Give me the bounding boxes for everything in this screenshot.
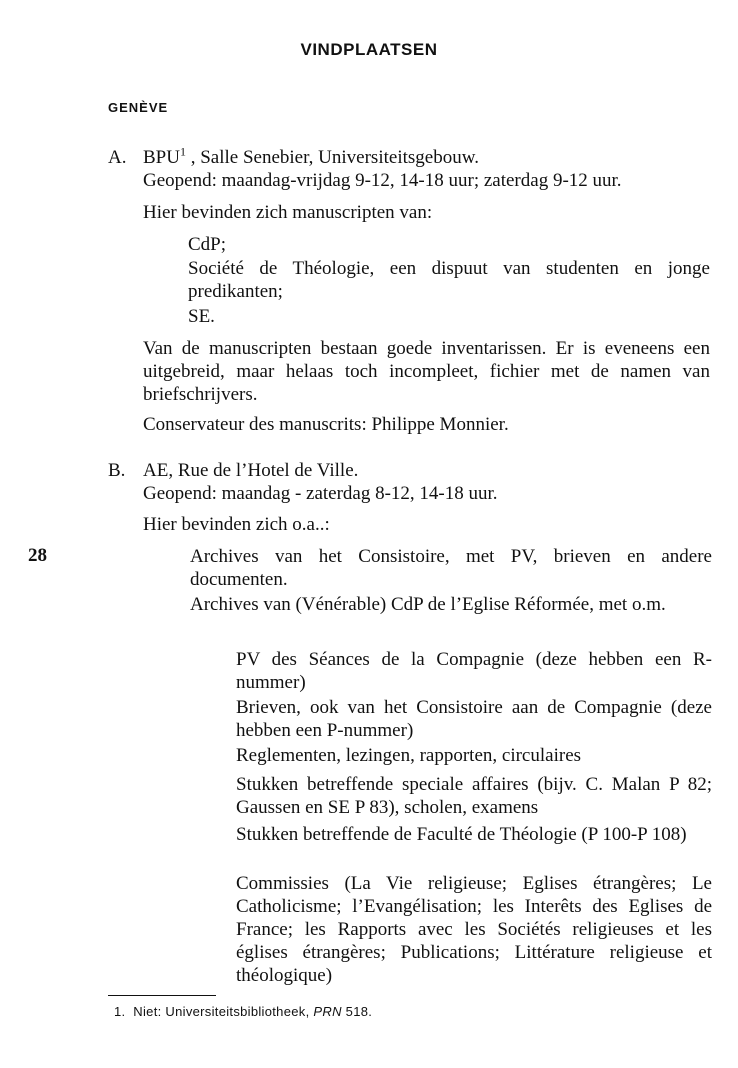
section-b-subitem-3: Reglementen, lezingen, rapporten, circulaires (236, 745, 582, 766)
section-a-note: Van de manuscripten bestaan goede inventarissen. Er is eveneens een uitgebreid, maar helaas toch incompleet, fichier met de namen van briefschrijvers. (143, 338, 710, 405)
section-a-item-3: SE. (188, 306, 215, 327)
section-a-letter: A. (108, 147, 127, 168)
section-b-subitem-2: Brieven, ook van het Consistoire aan de Compagnie (deze hebben een P-nummer) (236, 697, 712, 741)
footnote-source: PRN (313, 1004, 342, 1019)
section-b-subitem-6: Commissies (La Vie religieuse; Eglises étrangères; Le Catholicisme; l’Evangélisation; les Interêts des Eglises de France; les Rapports avec les Sociétés religieuses et les églises étrangères; Publications; Littérature religieuse et théologique) (236, 873, 712, 986)
footnote-marker: 1 (179, 144, 186, 159)
footnote (114, 1004, 372, 1019)
footnote-prefix: Niet: Universiteitsbibliotheek, (133, 1004, 314, 1019)
section-b-hours: Geopend: maandag - zaterdag 8-12, 14-18 uur. (143, 483, 498, 504)
section-b-subitem-5: Stukken betreffende de Faculté de Théologie (P 100-P 108) (236, 824, 687, 845)
footnote-divider (108, 995, 216, 996)
section-b-heading: AE, Rue de l’Hotel de Ville. (143, 460, 359, 481)
page-title: VINDPLAATSEN (300, 40, 438, 59)
section-b-letter: B. (108, 460, 126, 481)
section-a-heading (143, 146, 479, 169)
section-a-location: , Salle Senebier, Universiteitsgebouw. (185, 147, 479, 168)
footnote-number: 1. (114, 1004, 126, 1019)
section-a-name: BPU (143, 147, 180, 168)
section-a-item-1: CdP; (188, 234, 227, 255)
city-heading: GENÈVE (108, 100, 169, 115)
section-b-intro: Hier bevinden zich o.a..: (143, 514, 330, 535)
section-b-subitem-4: Stukken betreffende speciale affaires (bijv. C. Malan P 82; Gaussen en SE P 83), scholen, examens (236, 774, 712, 818)
section-b-subitem-1: PV des Séances de la Compagnie (deze hebben een R-nummer) (236, 649, 712, 693)
footnote-suffix: 518. (341, 1004, 373, 1019)
section-a-intro: Hier bevinden zich manuscripten van: (143, 202, 433, 223)
section-a-item-2: Société de Théologie, een dispuut van studenten en jonge predikanten; (188, 258, 710, 302)
section-b-item-1: Archives van het Consistoire, met PV, brieven en andere documenten. (190, 546, 712, 590)
section-a-curator: Conservateur des manuscrits: Philippe Monnier. (143, 414, 509, 435)
section-b-item-2: Archives van (Vénérable) CdP de l’Eglise Réformée, met o.m. (190, 594, 666, 615)
page-number: 28 (28, 545, 47, 566)
section-a-hours: Geopend: maandag-vrijdag 9-12, 14-18 uur; zaterdag 9-12 uur. (143, 170, 622, 191)
